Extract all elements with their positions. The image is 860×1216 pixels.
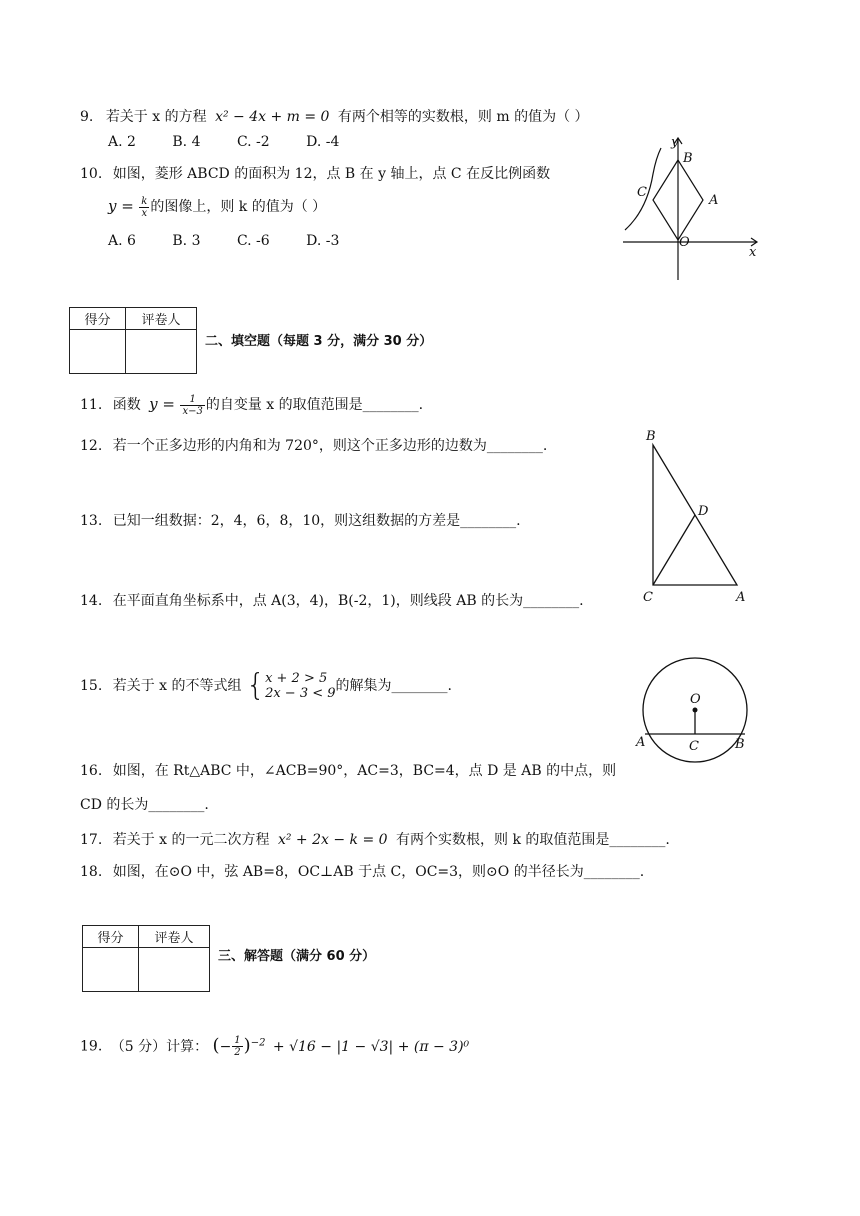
q10-fraction [139, 196, 149, 219]
q9-equation: x² − 4x + m = 0 [215, 109, 330, 125]
inequality-2: 2x − 3 < 9 [265, 686, 336, 701]
q14-text: 在平面直角坐标系中，点 A(3，4)，B(-2，1)，则线段 AB 的长为________. [112, 593, 584, 609]
q15-number: 15. [80, 678, 103, 694]
grader-cell[interactable] [139, 948, 210, 992]
q18-text: 如图，在⊙O 中，弦 AB=8，OC⊥AB 于点 C，OC=3，则⊙O 的半径长为________. [112, 864, 645, 880]
label-o: O [690, 692, 701, 707]
score-table-2 [82, 925, 210, 992]
question-19 [80, 1028, 469, 1062]
figure-right-triangle [640, 420, 755, 610]
q10-option-d: D. -3 [306, 233, 340, 249]
q17-prefix: 若关于 x 的一元二次方程 [112, 832, 270, 848]
label-x: x [749, 245, 757, 260]
q10-line2 [108, 193, 326, 220]
q15-prefix: 若关于 x 的不等式组 [112, 678, 242, 694]
q9-suffix: 有两个相等的实数根，则 m 的值为（ ） [337, 109, 589, 125]
q10-option-b: B. 3 [172, 233, 201, 249]
q10-option-c: C. -6 [236, 233, 270, 249]
q12-number: 12. [80, 438, 103, 454]
q9-number: 9. [80, 109, 94, 125]
section-2-title: 二、填空题（每题 3 分，满分 30 分） [205, 334, 433, 349]
question-12 [80, 437, 547, 455]
inequality-1: x + 2 > 5 [265, 671, 328, 686]
q9-option-c: C. -2 [236, 134, 270, 150]
label-c: C [689, 739, 699, 754]
q9-option-b: B. 4 [172, 134, 201, 150]
label-y: y [671, 135, 679, 150]
q17-equation: x² + 2x − k = 0 [277, 832, 388, 848]
section-3-title: 三、解答题（满分 60 分） [218, 949, 376, 964]
q10-line1: 如图，菱形 ABCD 的面积为 12，点 B 在 y 轴上，点 C 在反比例函数 [112, 166, 551, 182]
q10-option-a: A. 6 [108, 233, 136, 249]
q19-power-term: (− $\frac{1}{2}$ )$^{-2}$ [212, 1034, 266, 1059]
label-a: A [636, 735, 646, 750]
label-a: A [709, 193, 719, 208]
question-16 [80, 762, 616, 780]
question-18 [80, 863, 644, 881]
segment-cd [653, 515, 695, 585]
q17-number: 17. [80, 832, 103, 848]
q14-number: 14. [80, 593, 103, 609]
q9-option-d: D. -4 [306, 134, 340, 150]
q11-denominator: x−3 [182, 405, 203, 417]
q16-line2: CD 的长为________. [80, 797, 209, 813]
grader-cell[interactable] [126, 330, 197, 374]
inequality-system [265, 671, 335, 701]
center-point [693, 708, 698, 713]
q10-x: x [141, 207, 148, 219]
q18-number: 18. [80, 864, 103, 880]
q13-text: 已知一组数据：2，4，6，8，10，则这组数据的方差是________. [112, 513, 521, 529]
q11-fraction [180, 394, 204, 417]
label-b: B [683, 151, 693, 166]
score-header: 得分 [83, 926, 139, 948]
question-17 [80, 831, 670, 849]
q11-prefix: 函数 [112, 397, 141, 413]
q16-line1: 如图，在 Rt△ABC 中，∠ACB=90°，AC=3，BC=4，点 D 是 AB 的中点，则 [112, 763, 617, 779]
label-b: B [735, 737, 745, 752]
label-c: C [637, 185, 647, 200]
q9-prefix: 若关于 x 的方程 [105, 109, 207, 125]
question-15 [80, 670, 452, 702]
question-10 [80, 165, 550, 183]
q13-number: 13. [80, 513, 103, 529]
figure-circle [628, 648, 768, 773]
question-9 [80, 108, 589, 126]
q10-options [108, 232, 371, 250]
q10-number: 10. [80, 166, 103, 182]
q17-suffix: 有两个实数根，则 k 的取值范围是________. [396, 832, 670, 848]
q10-y: y = [108, 197, 134, 215]
score-header: 得分 [70, 308, 126, 330]
q16-number: 16. [80, 763, 103, 779]
score-table-1 [69, 307, 197, 374]
q11-number: 11. [80, 397, 103, 413]
q19-expression: + √16 − |1 − √3| + (π − 3)⁰ [272, 1038, 470, 1055]
question-14 [80, 592, 584, 610]
q10-k: k [141, 195, 148, 207]
q19-number: 19. [80, 1038, 103, 1055]
q9-options [108, 133, 371, 151]
q10-text2: 的图像上，则 k 的值为（ ） [150, 199, 327, 215]
q12-text: 若一个正多边形的内角和为 720°，则这个正多边形的边数为________. [112, 438, 548, 454]
score-cell[interactable] [70, 330, 126, 374]
question-13 [80, 512, 521, 530]
q11-suffix: 的自变量 x 的取值范围是________. [205, 397, 424, 413]
q19-prefix: （5 分）计算： [110, 1038, 209, 1055]
label-c: C [643, 590, 653, 605]
q11-y: y = [149, 395, 175, 413]
label-o: O [679, 235, 690, 250]
question-11 [80, 393, 423, 417]
grader-header: 评卷人 [126, 308, 197, 330]
figure-rhombus [615, 130, 765, 290]
label-d: D [698, 504, 709, 519]
left-brace-icon: { [245, 668, 266, 703]
grader-header: 评卷人 [139, 926, 210, 948]
q15-suffix: 的解集为________. [335, 678, 452, 694]
q9-option-a: A. 2 [108, 134, 136, 150]
score-cell[interactable] [83, 948, 139, 992]
q11-numerator: 1 [180, 394, 204, 406]
label-a: A [736, 590, 746, 605]
label-b: B [646, 429, 656, 444]
